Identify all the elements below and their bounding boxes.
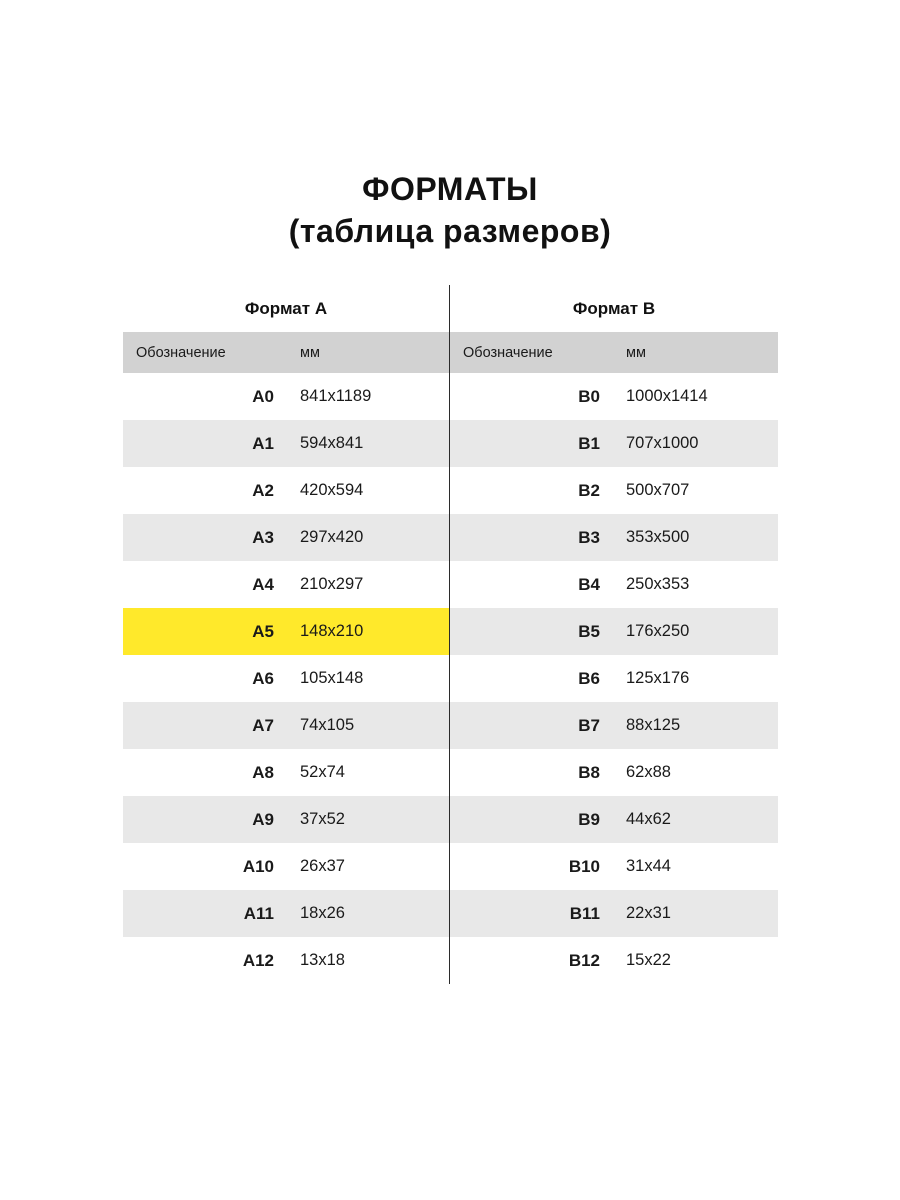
table-row: B7 [450,702,613,749]
column-header-code-b: Обозначение [450,332,613,373]
table-row: A0 [123,373,287,420]
table-row: B10 [450,843,613,890]
table-row: 148x210 [287,608,449,655]
table-row: A1 [123,420,287,467]
table-row: 44x62 [613,796,778,843]
table-row: A5 [123,608,287,655]
group-header-a: Формат А [244,298,328,318]
table-row: 88x125 [613,702,778,749]
table-row: 15x22 [613,937,778,984]
table-row: A9 [123,796,287,843]
table-row: B1 [450,420,613,467]
table-row: 594x841 [287,420,449,467]
table-row: 31x44 [613,843,778,890]
table-row: 74x105 [287,702,449,749]
table-row: 37x52 [287,796,449,843]
table-row: A8 [123,749,287,796]
table-row: B8 [450,749,613,796]
table-row: B0 [450,373,613,420]
table-row: 353x500 [613,514,778,561]
title-line-2: (таблица размеров) [288,213,612,250]
table-row: 297x420 [287,514,449,561]
table-row: 420x594 [287,467,449,514]
formats-grid [123,285,778,984]
table-row: 52x74 [287,749,449,796]
table-row: 250x353 [613,561,778,608]
table-row: A2 [123,467,287,514]
table-row: 176x250 [613,608,778,655]
page-title [0,0,900,252]
column-header-mm-b: мм [613,332,778,373]
table-row: A11 [123,890,287,937]
table-row: B11 [450,890,613,937]
table-row: B6 [450,655,613,702]
title-line-1: ФОРМАТЫ [362,171,538,207]
group-header-b: Формат В [572,298,656,318]
table-row: 125x176 [613,655,778,702]
table-row: 13x18 [287,937,449,984]
table-row: 210x297 [287,561,449,608]
table-row: A7 [123,702,287,749]
table-row: A6 [123,655,287,702]
table-row: 62x88 [613,749,778,796]
table-row: B12 [450,937,613,984]
table-row: A12 [123,937,287,984]
table-row: 500x707 [613,467,778,514]
table-row: 707x1000 [613,420,778,467]
table-row: B3 [450,514,613,561]
table-row: A10 [123,843,287,890]
table-row: A4 [123,561,287,608]
table-row: 1000x1414 [613,373,778,420]
table-row: 22x31 [613,890,778,937]
table-row: 841x1189 [287,373,449,420]
table-row: 105x148 [287,655,449,702]
formats-table [123,285,778,984]
table-row: B5 [450,608,613,655]
table-row: B9 [450,796,613,843]
table-row: 26x37 [287,843,449,890]
table-row: 18x26 [287,890,449,937]
table-row: B4 [450,561,613,608]
table-row: A3 [123,514,287,561]
column-header-mm-a: мм [287,332,449,373]
column-header-code-a: Обозначение [123,332,287,373]
table-row: B2 [450,467,613,514]
